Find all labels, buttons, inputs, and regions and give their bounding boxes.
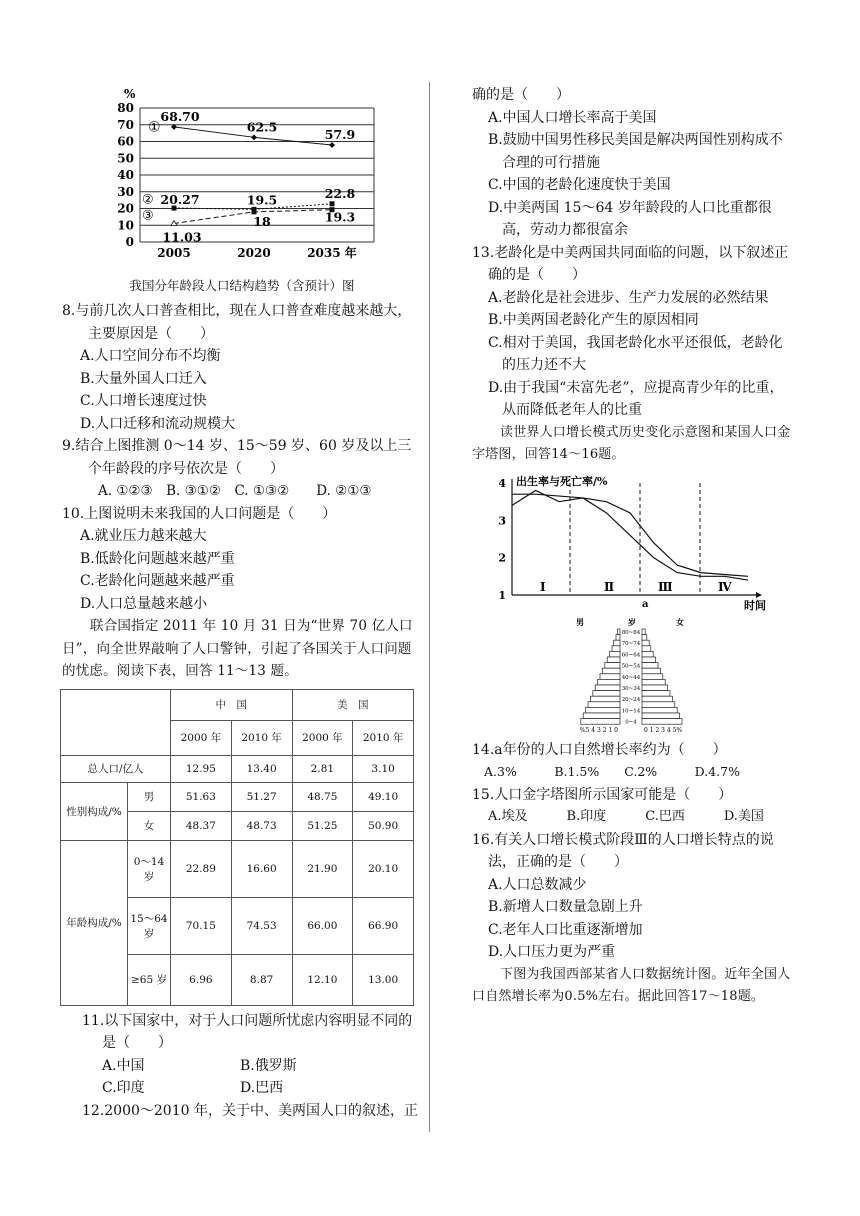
x-axis-label: 时间 — [744, 598, 766, 612]
male-bar — [595, 685, 620, 691]
table-row-label: 总人口/亿人 — [61, 755, 171, 782]
stage-label: Ⅳ — [718, 579, 732, 594]
y-tick-label: 80 — [117, 101, 134, 115]
male-bar — [588, 701, 620, 707]
table-cell: 50.90 — [353, 811, 414, 840]
table-group-label: 年龄构成/% — [61, 840, 128, 1005]
question-8-option-b[interactable]: B.大量外国人口迁入 — [80, 370, 207, 387]
question-11-stem: 11.以下国家中，对于人口问题所忧虑内容明显不同的是（ ） — [82, 1012, 413, 1051]
data-label: 19.3 — [324, 209, 356, 225]
table-cell: 48.37 — [171, 811, 232, 840]
table-cell: 2.81 — [292, 755, 353, 782]
male-bar — [605, 662, 620, 668]
female-bar — [642, 690, 670, 696]
table-cell: 16.60 — [231, 840, 292, 897]
female-bar — [642, 701, 675, 707]
birth-death-rate-chart — [486, 473, 786, 615]
age-label: 30~34 — [621, 685, 641, 692]
age-label: 70~74 — [621, 640, 641, 647]
question-13-option-c[interactable]: C.相对于美国，我国老龄化水平还很低，老龄化的压力还不大 — [488, 334, 783, 373]
female-bar — [642, 640, 649, 646]
table-header-china: 中 国 — [171, 689, 293, 720]
female-bar — [642, 657, 656, 663]
y-tick-label: 2 — [498, 551, 506, 565]
table-cell: 20.10 — [353, 840, 414, 897]
death-rate-line — [512, 490, 748, 580]
table-cell: 3.10 — [353, 755, 414, 782]
x-tick-label: 2005 — [157, 246, 191, 260]
question-15-options[interactable]: A.埃及 B.印度 C.巴西 D.美国 — [488, 809, 764, 824]
table-cell: 13.00 — [353, 954, 414, 1005]
question-10-option-c[interactable]: C.老龄化问题越来越严重 — [80, 573, 235, 589]
data-label: 68.70 — [160, 108, 200, 124]
male-bar — [593, 690, 620, 696]
table-sub-label: 15～64 岁 — [128, 897, 171, 954]
male-bar — [612, 645, 620, 651]
question-14-options[interactable]: A.3% B.1.5% C.2% D.4.7% — [484, 764, 740, 779]
question-12-option-c[interactable]: C.中国的老龄化速度快于美国 — [488, 177, 671, 193]
question-11-options-row-1 — [62, 1055, 422, 1078]
age-label: 40~44 — [621, 674, 641, 681]
table-cell: 12.10 — [292, 954, 353, 1005]
series-marker-3: ③ — [142, 208, 154, 224]
question-11-option-d[interactable]: D.巴西 — [240, 1080, 284, 1096]
table-row — [61, 755, 414, 782]
question-12-option-b[interactable]: B.鼓励中国男性移民美国是解决两国性别构成不合理的可行措施 — [488, 132, 783, 171]
question-16-option-b[interactable]: B.新增人口数量急剧上升 — [488, 899, 643, 915]
data-point — [251, 134, 257, 140]
table-cell: 13.40 — [231, 755, 292, 782]
pyramid-left-label: 男 — [576, 616, 584, 627]
question-9-stem: 9.结合上图推测 0～14 岁、15～59 岁、60 岁及以上三个年龄段的序号依次是（ ） — [62, 438, 412, 477]
table-header-usa: 美 国 — [292, 689, 414, 720]
stage-label: Ⅲ — [658, 579, 673, 594]
population-table — [60, 689, 414, 1006]
population-pyramid — [566, 617, 696, 739]
question-12-continued: 确的是（ ） — [472, 87, 570, 103]
table-sub-label: 女 — [128, 811, 171, 840]
question-11-options-row-2 — [62, 1077, 422, 1100]
table-cell: 66.00 — [292, 897, 353, 954]
y-tick-label: 0 — [125, 235, 134, 249]
table-sub-label: 0～14 岁 — [128, 840, 171, 897]
table-cell: 12.95 — [171, 755, 232, 782]
question-15-stem: 15.人口金字塔图所示国家可能是（ ） — [472, 786, 733, 803]
table-cell: 70.15 — [171, 897, 232, 954]
table-row — [61, 782, 414, 811]
right-column — [472, 84, 792, 1009]
female-bar — [642, 645, 651, 651]
table-cell: 51.25 — [292, 811, 353, 840]
question-10-option-d[interactable]: D.人口总量越来越小 — [80, 595, 208, 612]
female-bar — [642, 651, 653, 657]
male-bar — [602, 668, 620, 674]
male-bar — [590, 696, 620, 702]
stage-label: Ⅱ — [604, 579, 615, 594]
x-tick-label: 2020 — [237, 246, 271, 260]
female-bar — [642, 679, 665, 685]
data-point — [330, 201, 335, 206]
question-13-option-d[interactable]: D.由于我国“未富先老”，应提高青少年的比重，从而降低老年人的比重 — [488, 379, 784, 418]
table-cell: 74.53 — [231, 897, 292, 954]
male-bar — [616, 634, 620, 640]
female-bar — [642, 718, 682, 724]
data-label: 11.03 — [162, 229, 202, 245]
table-year-header: 2000 年 — [171, 720, 232, 755]
table-cell: 51.63 — [171, 782, 232, 811]
series-marker-1: ① — [148, 119, 161, 136]
y-tick-label: 4 — [498, 476, 506, 490]
age-label: 0~4 — [625, 719, 637, 726]
question-11-option-c[interactable]: C.印度 — [102, 1080, 145, 1096]
table-cell: 8.87 — [231, 954, 292, 1005]
male-bar — [581, 718, 620, 724]
age-label: 10~14 — [621, 707, 641, 714]
question-16-option-c[interactable]: C.老年人口比重逐渐增加 — [488, 921, 643, 938]
age-label: 50~54 — [621, 663, 641, 670]
male-bar — [610, 651, 620, 657]
table-cell: 22.89 — [171, 840, 232, 897]
male-bar — [583, 713, 620, 719]
table-cell: 66.90 — [353, 897, 414, 954]
male-bar — [600, 673, 620, 679]
y-tick-label: 60 — [117, 134, 134, 149]
question-10-stem: 10.上图说明未来我国的人口问题是（ ） — [62, 505, 337, 522]
table-cell: 49.10 — [353, 782, 414, 811]
table-cell: 48.75 — [292, 782, 353, 811]
female-axis-label: 0 1 2 3 4 5% — [644, 726, 683, 734]
y-tick-label: 1 — [498, 588, 506, 602]
table-row — [61, 840, 414, 897]
passage-population-day: 联合国指定 2011 年 10 月 31 日为“世界 70 亿人口日”，向全世界敲响了人口警钟，引起了各国关于人口问题的忧虑。阅读下表，回答 11～13 题。 — [62, 618, 413, 679]
question-13-option-a[interactable]: A.老龄化是社会进步、生产力发展的必然结果 — [488, 289, 769, 306]
data-point — [329, 142, 335, 148]
table-cell: 51.27 — [231, 782, 292, 811]
female-bar — [642, 668, 660, 674]
question-14-stem: 14.a年份的人口自然增长率约为（ ） — [472, 741, 727, 758]
table-cell: 48.73 — [231, 811, 292, 840]
question-8-option-c[interactable]: C.人口增长速度过快 — [80, 393, 207, 409]
pyramid-right-label: 女 — [676, 616, 684, 627]
y-tick-label: 10 — [117, 218, 134, 233]
table-cell: 6.96 — [171, 954, 232, 1005]
stage-label: Ⅰ — [540, 579, 546, 594]
question-9-options[interactable]: A. ①②③ B. ③①② C. ①③② D. ②①③ — [98, 483, 372, 499]
female-bar — [642, 713, 680, 719]
male-bar — [586, 707, 620, 713]
question-12-option-a[interactable]: A.中国人口增长率高于美国 — [488, 109, 657, 126]
age-label: 60~64 — [621, 651, 641, 658]
table-year-header: 2010 年 — [353, 720, 414, 755]
marker-label: a — [642, 598, 649, 610]
data-label: 18 — [253, 213, 271, 229]
question-16-option-a[interactable]: A.人口总数减少 — [488, 876, 587, 893]
question-13-option-b[interactable]: B.中美两国老龄化产生的原因相同 — [488, 312, 699, 328]
question-10-option-a[interactable]: A.就业压力越来越大 — [80, 528, 207, 544]
table-corner — [61, 689, 171, 755]
y-tick-label: 70 — [117, 117, 134, 132]
table-year-header: 2000 年 — [292, 720, 353, 755]
question-13-stem: 13.老龄化是中美两国共同面临的问题，以下叙述正确的是（ ） — [472, 244, 789, 283]
table-group-label: 性别构成/% — [61, 782, 128, 840]
left-column — [62, 80, 422, 1122]
age-label: 80~84 — [621, 629, 641, 636]
passage-growth-model: 读世界人口增长模式历史变化示意图和某国人口金字塔图，回答14～16题。 — [472, 424, 791, 462]
male-axis-label: %5 4 3 2 1 0 — [579, 726, 618, 734]
question-16-option-d[interactable]: D.人口压力更为严重 — [488, 944, 616, 960]
x-tick-label: 2035 年 — [307, 246, 357, 260]
y-tick-label: 30 — [117, 184, 134, 199]
female-bar — [642, 673, 663, 679]
female-bar — [642, 662, 658, 668]
question-8-option-a[interactable]: A.人口空间分布不均衡 — [80, 348, 221, 364]
question-16-stem: 16.有关人口增长模式阶段Ⅲ的人口增长特点的说法，正确的是（ ） — [472, 831, 774, 870]
series-marker-2: ② — [142, 192, 154, 208]
data-label: 20.27 — [160, 192, 200, 208]
table-sub-label: ≥65 岁 — [128, 954, 171, 1005]
passage-western-province: 下图为我国西部某省人口数据统计图。近年全国人口自然增长率为0.5%左右。据此回答17～18题。 — [472, 966, 791, 1004]
table-sub-label: 男 — [128, 782, 171, 811]
question-8-stem: 8.与前几次人口普查相比，现在人口普查难度越来越大，主要原因是（ ） — [62, 303, 412, 342]
x-axis-arrow — [756, 592, 762, 598]
y-tick-label: 3 — [498, 513, 506, 527]
chart1-caption: 我国分年龄段人口结构趋势（含预计）图 — [129, 278, 355, 293]
data-label: 57.9 — [324, 127, 356, 143]
male-bar — [598, 679, 620, 685]
male-bar — [618, 629, 620, 635]
age-structure-chart — [62, 80, 422, 270]
question-8-option-d[interactable]: D.人口迁移和流动规模大 — [80, 415, 236, 432]
data-label: 62.5 — [246, 119, 278, 135]
question-11-option-a[interactable]: A.中国 — [102, 1057, 145, 1074]
table-cell: 21.90 — [292, 840, 353, 897]
question-10-option-b[interactable]: B.低龄化问题越来越严重 — [80, 550, 235, 567]
y-tick-label: 40 — [117, 168, 134, 182]
female-bar — [642, 685, 668, 691]
question-12-stem: 12.2000～2010 年，关于中、美两国人口的叙述，正 — [82, 1102, 418, 1119]
female-bar — [642, 696, 672, 702]
female-bar — [642, 634, 647, 640]
age-label: 20~24 — [621, 696, 641, 703]
pyramid-center-label: 岁 — [628, 616, 636, 627]
male-bar — [607, 657, 620, 663]
y-axis-unit: % — [124, 87, 136, 101]
question-12-option-d[interactable]: D.中美两国 15～64 岁年龄段的人口比重都很高，劳动力都很富余 — [488, 199, 772, 238]
y-tick-label: 50 — [117, 151, 134, 166]
female-bar — [642, 629, 645, 635]
y-tick-label: 20 — [117, 201, 134, 216]
female-bar — [642, 707, 677, 713]
question-11-option-b[interactable]: B.俄罗斯 — [240, 1057, 297, 1074]
table-year-header: 2010 年 — [231, 720, 292, 755]
column-divider — [429, 82, 430, 1132]
male-bar — [614, 640, 620, 646]
data-label: 22.8 — [324, 185, 356, 201]
data-label: 19.5 — [246, 192, 278, 208]
chart-title: 出生率与死亡率/% — [516, 474, 608, 488]
